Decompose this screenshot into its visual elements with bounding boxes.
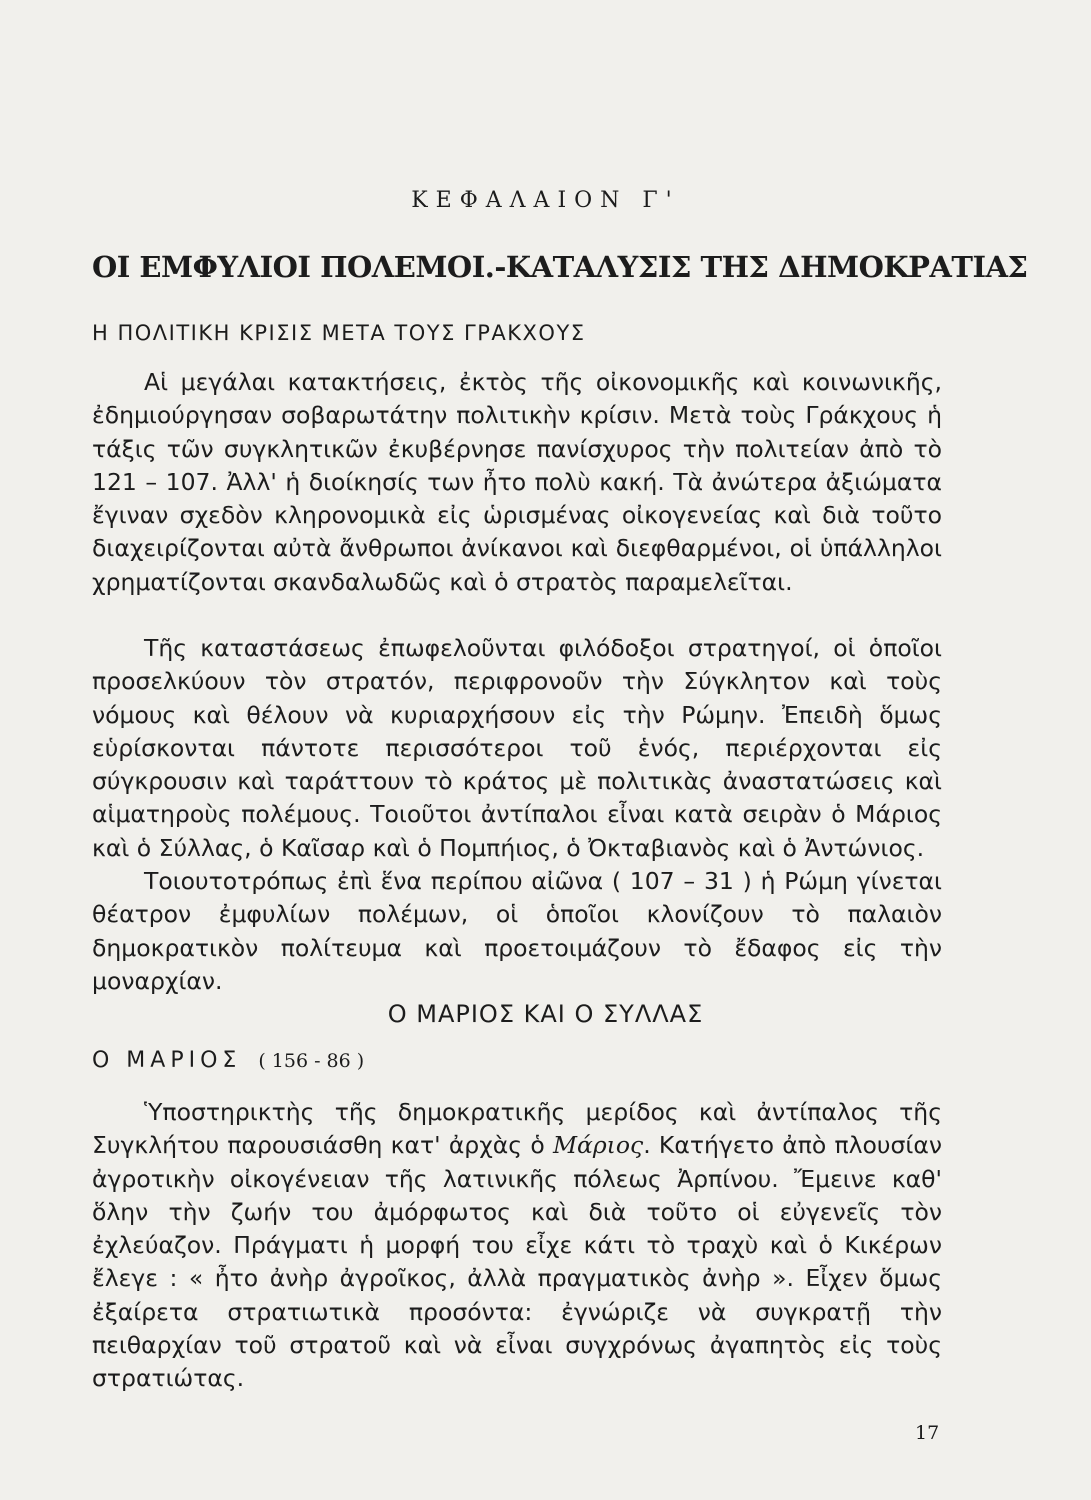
body-paragraph: [92, 1096, 942, 1396]
body-paragraph: Τῆς καταστάσεως ἐπωφελοῦνται φιλόδοξοι στρατηγοί, οἱ ὁποῖοι προσελκύουν τὸν στρατόν, περιφρονοῦν τὴν Σύγκλητον καὶ τοὺς νόμους καὶ θέλουν νὰ κυριαρχήσουν εἰς τὴν Ρώμην. Ἐπειδὴ ὅμως εὑρίσκονται πάντοτε περισσότεροι τοῦ ἑνός, περιέρχονται εἰς σύγκρουσιν καὶ ταράττουν τὸ κράτος μὲ πολιτικὰς ἀναστατώσεις καὶ αἱματηροὺς πολέμους. Τοιοῦτοι ἀντίπαλοι εἶναι κατὰ σειρὰν ὁ Μάριος καὶ ὁ Σύλλας, ὁ Καῖσαρ καὶ ὁ Πομπήιος, ὁ Ὀκταβιανὸς καὶ ὁ Ἀντώνιος.: [92, 634, 942, 862]
chapter-title: ΟΙ ΕΜΦΥΛΙΟΙ ΠΟΛΕΜΟΙ.-ΚΑΤΑΛΥΣΙΣ ΤΗΣ ΔΗΜΟΚΡΑΤΙΑΣ: [92, 250, 1028, 284]
italic-name-marios: Μάριος: [552, 1131, 644, 1160]
chapter-label: ΚΕΦΑΛΑΙΟΝ Γ': [411, 188, 680, 213]
subheading-years: ( 156 - 86 ): [258, 1050, 365, 1072]
subheading-name: Ο ΜΑΡΙΟΣ: [92, 1048, 242, 1073]
paragraph-text: . Κατήγετο ἀπὸ πλουσίαν ἀγροτικὴν οἰκογένειαν τῆς λατινικῆς πόλεως Ἀρπίνου. Ἔμεινε καθ' ὅλην τὴν ζωήν του ἀμόρφωτος καὶ διὰ τοῦτο οἱ εὐγενεῖς τὸν ἐχλεύαζον. Πράγματι ἡ μορφή του εἶχε κάτι τὸ τραχὺ καὶ ὁ Κικέρων ἔλεγε : « ἦτο ἀνὴρ ἀγροῖκος, ἀλλὰ πραγματικὸς ἀνὴρ ». Εἶχεν ὅμως ἐξαίρετα στρατιωτικὰ προσόντα: ἐγνώριζε νὰ συγκρατῇ τὴν πειθαρχίαν τοῦ στρατοῦ καὶ νὰ εἶναι συγχρόνως ἀγαπητὸς εἰς τοὺς στρατιώτας.: [92, 1131, 942, 1393]
paragraph-text: Ὑποστηρικτὴς τῆς δημοκρατικῆς μερίδος καὶ ἀντίπαλος τῆς Συγκλήτου παρουσιάσθη κατ' ἀρχὰς ὁ: [92, 1098, 942, 1160]
body-paragraph: Αἱ μεγάλαι κατακτήσεις, ἐκτὸς τῆς οἰκονομικῆς καὶ κοινωνικῆς, ἐδημιούργησαν σοβαρωτάτην πολιτικὴν κρίσιν. Μετὰ τοὺς Γράκχους ἡ τάξις τῶν συγκλητικῶν ἐκυβέρνησε πανίσχυρος τὴν πολιτείαν ἀπὸ τὸ 121 – 107. Ἀλλ' ἡ διοίκησίς των ἦτο πολὺ κακή. Τὰ ἀνώτερα ἀξιώματα ἔγιναν σχεδὸν κληρονομικὰ εἰς ὡρισμένας οἰκογενείας καὶ διὰ τοῦτο διαχειρίζονται αὐτὰ ἄνθρωποι ἀνίκανοι καὶ διεφθαρμένοι, οἱ ὑπάλληλοι χρηματίζονται σκανδαλωδῶς καὶ ὁ στρατὸς παραμελεῖται.: [92, 368, 942, 596]
page-number: 17: [915, 1422, 940, 1444]
subheading-marios: [92, 1048, 364, 1073]
section-heading: Η ΠΟΛΙΤΙΚΗ ΚΡΙΣΙΣ ΜΕΤΑ ΤΟΥΣ ΓΡΑΚΧΟΥΣ: [92, 321, 586, 345]
subsection-title: Ο ΜΑΡΙΟΣ ΚΑΙ Ο ΣΥΛΛΑΣ: [387, 1000, 704, 1028]
body-paragraph: Τοιουτοτρόπως ἐπὶ ἕνα περίπου αἰῶνα ( 107 – 31 ) ἡ Ρώμη γίνεται θέατρον ἐμφυλίων πολέμων, οἱ ὁποῖοι κλονίζουν τὸ παλαιὸν δημοκρατικὸν πολίτευμα καὶ προετοιμάζουν τὸ ἔδαφος εἰς τὴν μοναρχίαν.: [92, 867, 942, 995]
